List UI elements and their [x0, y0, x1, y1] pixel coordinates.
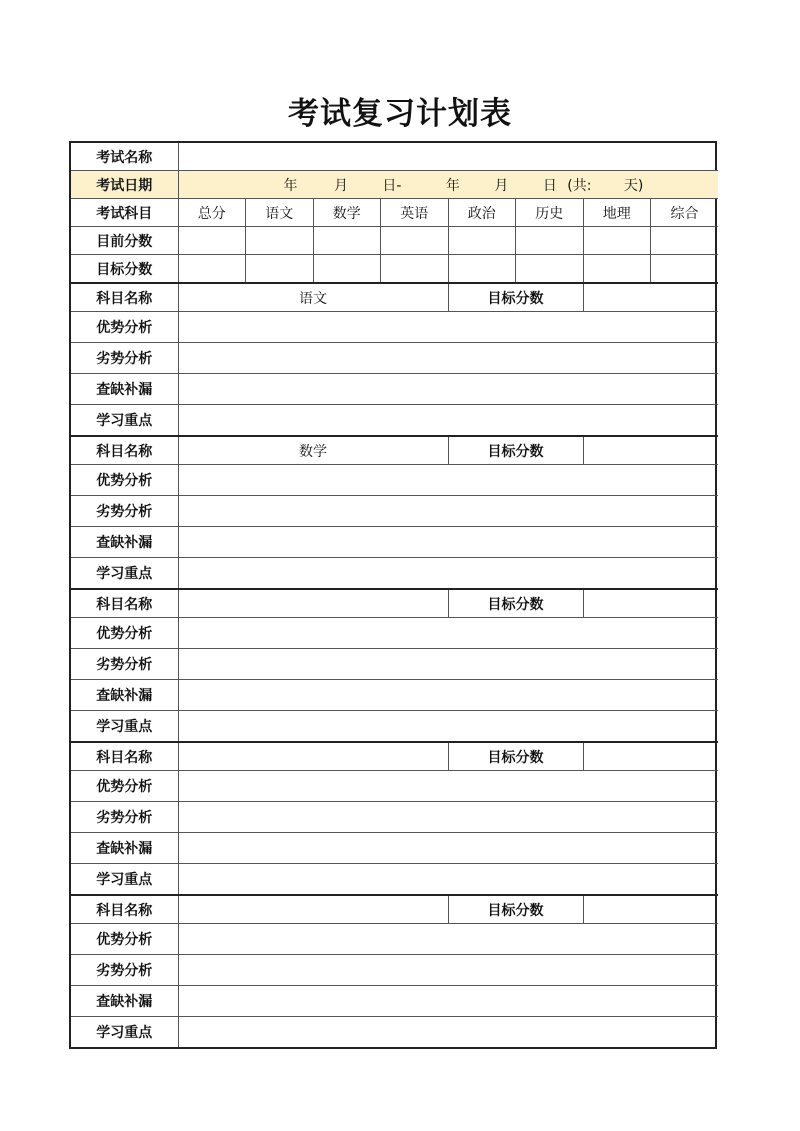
section-row-field[interactable] — [178, 465, 718, 496]
exam-name-row — [71, 143, 718, 171]
subject-header: 地理 — [583, 199, 651, 227]
date-year-start: 年 — [283, 177, 298, 194]
section-target-value[interactable] — [583, 283, 718, 312]
section-row-label: 查缺补漏 — [71, 527, 178, 558]
section-row-field[interactable] — [178, 680, 718, 711]
score-cell[interactable] — [178, 227, 246, 255]
section-row — [71, 618, 718, 649]
section-row-label: 学习重点 — [71, 711, 178, 743]
subject-name-value[interactable] — [178, 589, 448, 618]
subject-header: 英语 — [381, 199, 449, 227]
section-row — [71, 711, 718, 743]
score-cell[interactable] — [651, 227, 719, 255]
section-row-label: 劣势分析 — [71, 649, 178, 680]
subject-row — [71, 199, 718, 227]
score-cell[interactable] — [246, 255, 314, 284]
exam-date-label: 考试日期 — [71, 171, 178, 199]
section-target-label: 目标分数 — [448, 436, 583, 465]
subject-name-label: 科目名称 — [71, 589, 178, 618]
score-cell[interactable] — [178, 255, 246, 284]
current-score-label: 目前分数 — [71, 227, 178, 255]
plan-table — [71, 143, 718, 1047]
section-row-field[interactable] — [178, 711, 718, 743]
section-row-field[interactable] — [178, 527, 718, 558]
section-row — [71, 312, 718, 343]
section-row-field[interactable] — [178, 618, 718, 649]
section-row — [71, 465, 718, 496]
subject-header: 历史 — [516, 199, 584, 227]
score-cell[interactable] — [246, 227, 314, 255]
section-row-label: 优势分析 — [71, 771, 178, 802]
subject-label: 考试科目 — [71, 199, 178, 227]
exam-date-row — [71, 171, 718, 199]
score-cell[interactable] — [583, 227, 651, 255]
section-row — [71, 527, 718, 558]
subject-section-header — [71, 283, 718, 312]
subject-section-header — [71, 436, 718, 465]
section-row-label: 劣势分析 — [71, 343, 178, 374]
subject-name-value[interactable]: 数学 — [178, 436, 448, 465]
date-month-end: 月 — [494, 177, 509, 194]
target-score-row — [71, 255, 718, 284]
date-day-start: 日- — [382, 177, 402, 194]
section-row-label: 劣势分析 — [71, 955, 178, 986]
section-row-field[interactable] — [178, 405, 718, 437]
subject-name-value[interactable]: 语文 — [178, 283, 448, 312]
section-target-value[interactable] — [583, 742, 718, 771]
section-row-field[interactable] — [178, 955, 718, 986]
section-row-label: 学习重点 — [71, 558, 178, 590]
section-row — [71, 864, 718, 896]
subject-name-label: 科目名称 — [71, 742, 178, 771]
subject-header: 政治 — [448, 199, 516, 227]
section-row — [71, 343, 718, 374]
date-month-start: 月 — [333, 177, 348, 194]
section-row — [71, 986, 718, 1017]
exam-name-label: 考试名称 — [71, 143, 178, 171]
date-total-label: (共: — [567, 177, 592, 194]
section-row-label: 查缺补漏 — [71, 986, 178, 1017]
section-row — [71, 802, 718, 833]
subject-header: 语文 — [246, 199, 314, 227]
section-row-label: 查缺补漏 — [71, 374, 178, 405]
section-row-field[interactable] — [178, 924, 718, 955]
section-row — [71, 924, 718, 955]
section-target-label: 目标分数 — [448, 589, 583, 618]
section-row-field[interactable] — [178, 343, 718, 374]
section-target-value[interactable] — [583, 436, 718, 465]
exam-date-field[interactable] — [178, 171, 718, 199]
section-target-label: 目标分数 — [448, 283, 583, 312]
section-row-label: 查缺补漏 — [71, 680, 178, 711]
section-row — [71, 680, 718, 711]
score-cell[interactable] — [313, 227, 381, 255]
score-cell[interactable] — [448, 227, 516, 255]
section-row — [71, 405, 718, 437]
section-row — [71, 833, 718, 864]
section-row-field[interactable] — [178, 802, 718, 833]
section-row-field[interactable] — [178, 649, 718, 680]
section-row-label: 劣势分析 — [71, 496, 178, 527]
section-row — [71, 1017, 718, 1048]
subject-name-label: 科目名称 — [71, 895, 178, 924]
subject-header: 总分 — [178, 199, 246, 227]
section-target-value[interactable] — [583, 589, 718, 618]
date-day-end: 日 — [542, 177, 557, 194]
section-row-field[interactable] — [178, 374, 718, 405]
score-cell[interactable] — [313, 255, 381, 284]
section-row — [71, 374, 718, 405]
section-row-label: 优势分析 — [71, 618, 178, 649]
subject-section-header — [71, 895, 718, 924]
subject-name-label: 科目名称 — [71, 436, 178, 465]
section-row — [71, 496, 718, 527]
section-row — [71, 955, 718, 986]
subject-section-header — [71, 742, 718, 771]
score-cell[interactable] — [516, 255, 584, 284]
subject-name-value[interactable] — [178, 895, 448, 924]
section-row-label: 学习重点 — [71, 1017, 178, 1048]
score-cell[interactable] — [381, 255, 449, 284]
section-target-label: 目标分数 — [448, 895, 583, 924]
section-row-field[interactable] — [178, 558, 718, 590]
current-score-row — [71, 227, 718, 255]
section-row — [71, 558, 718, 590]
section-row-field[interactable] — [178, 312, 718, 343]
section-row-field[interactable] — [178, 496, 718, 527]
subject-name-value[interactable] — [178, 742, 448, 771]
page-title: 考试复习计划表 — [288, 96, 512, 132]
section-target-value[interactable] — [583, 895, 718, 924]
section-row-field[interactable] — [178, 833, 718, 864]
score-cell[interactable] — [516, 227, 584, 255]
section-row — [71, 771, 718, 802]
section-row — [71, 649, 718, 680]
plan-sheet — [69, 141, 717, 1049]
section-row-label: 优势分析 — [71, 312, 178, 343]
section-row-label: 劣势分析 — [71, 802, 178, 833]
section-row-label: 学习重点 — [71, 864, 178, 896]
date-year-end: 年 — [445, 177, 460, 194]
exam-name-field[interactable] — [178, 143, 718, 171]
subject-section-header — [71, 589, 718, 618]
subject-name-label: 科目名称 — [71, 283, 178, 312]
subject-header: 综合 — [651, 199, 719, 227]
score-cell[interactable] — [651, 255, 719, 284]
section-row-field[interactable] — [178, 1017, 718, 1048]
section-row-field[interactable] — [178, 986, 718, 1017]
score-cell[interactable] — [381, 227, 449, 255]
score-cell[interactable] — [448, 255, 516, 284]
date-total-unit: 天) — [623, 177, 644, 194]
section-row-field[interactable] — [178, 771, 718, 802]
section-row-field[interactable] — [178, 864, 718, 896]
section-row-label: 优势分析 — [71, 465, 178, 496]
score-cell[interactable] — [583, 255, 651, 284]
section-target-label: 目标分数 — [448, 742, 583, 771]
target-score-label: 目标分数 — [71, 255, 178, 284]
section-row-label: 学习重点 — [71, 405, 178, 437]
section-row-label: 优势分析 — [71, 924, 178, 955]
section-row-label: 查缺补漏 — [71, 833, 178, 864]
subject-header: 数学 — [313, 199, 381, 227]
